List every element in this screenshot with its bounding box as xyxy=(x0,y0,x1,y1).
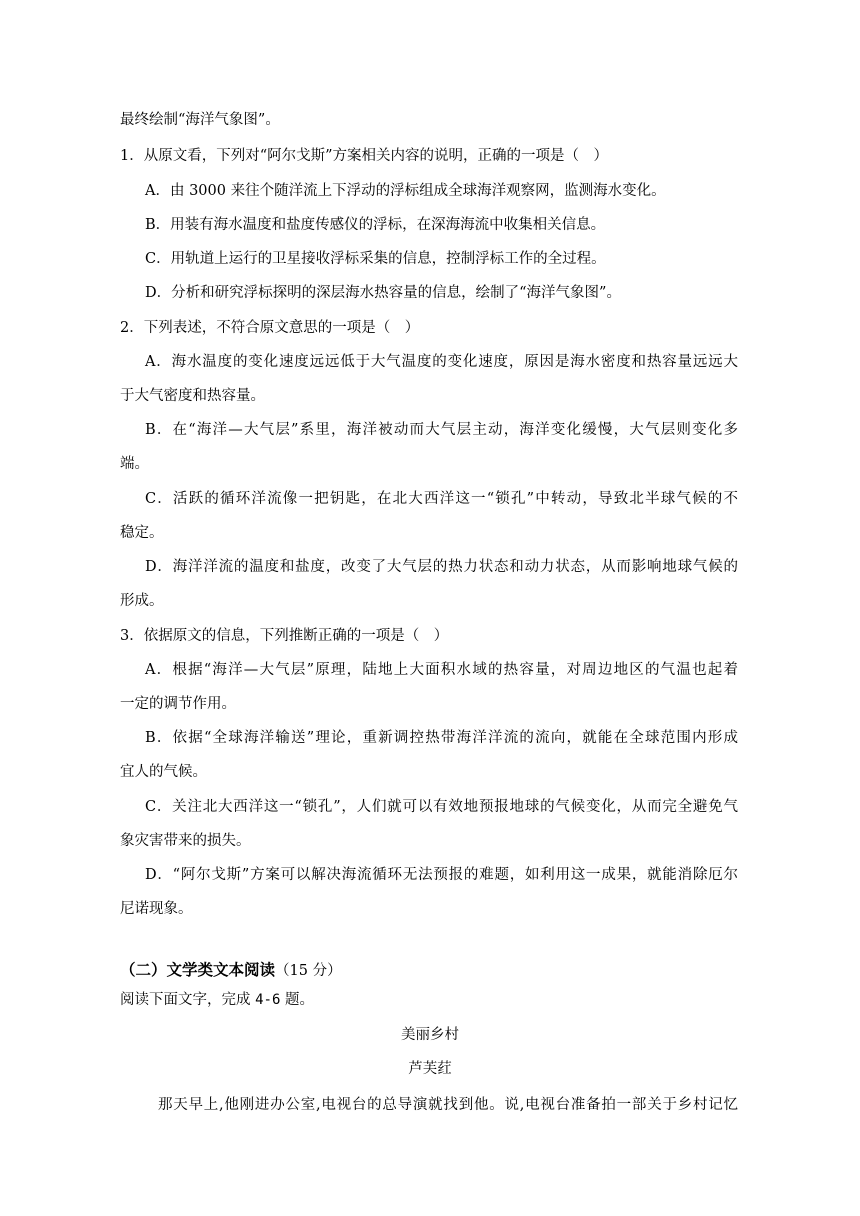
q1-option-b: B．用装有海水温度和盐度传感仪的浮标，在深海海流中收集相关信息。 xyxy=(145,217,606,233)
section-heading xyxy=(120,960,342,981)
q1-option-c: C．用轨道上运行的卫星接收浮标采集的信息，控制浮标工作的全过程。 xyxy=(145,251,606,267)
question-1: 1．从原文看，下列对“阿尔戈斯”方案相关内容的说明，正确的一项是（ ） xyxy=(120,148,609,164)
story-paragraph-1: 那天早上,他刚进办公室,电视台的总导演就找到他。说,电视台准备拍一部关于乡村记忆 xyxy=(158,1097,738,1113)
q3-option-d-line1: D．“阿尔戈斯”方案可以解决海流循环无法预报的难题，如利用这一成果，就能消除厄尔 xyxy=(145,867,738,883)
q2-option-b-line2: 端。 xyxy=(120,456,149,472)
q1-option-a: A．由 3000 来往个随洋流上下浮动的浮标组成全球海洋观察网，监测海水变化。 xyxy=(145,183,666,199)
q1-option-d: D．分析和研究浮标探明的深层海水热容量的信息，绘制了“海洋气象图”。 xyxy=(145,285,621,301)
continuation-line: 最终绘制“海洋气象图”。 xyxy=(120,112,280,128)
q2-option-c-line2: 稳定。 xyxy=(120,525,164,541)
q3-option-a-line2: 一定的调节作用。 xyxy=(120,696,236,712)
section-title: （二）文学类文本阅读 xyxy=(120,961,276,979)
q3-option-c-line2: 象灾害带来的损失。 xyxy=(120,833,251,849)
q2-option-d-line1: D．海洋洋流的温度和盐度，改变了大气层的热力状态和动力状态，从而影响地球气候的 xyxy=(145,559,738,575)
q3-option-b-line2: 宜人的气候。 xyxy=(120,764,207,780)
q2-option-b-line1: B．在“海洋—大气层”系里，海洋被动而大气层主动，海洋变化缓慢，大气层则变化多 xyxy=(145,422,738,438)
story-author: 芦芙荭 xyxy=(408,1061,452,1077)
question-3: 3．依据原文的信息，下列推断正确的一项是（ ） xyxy=(120,628,449,644)
q2-option-d-line2: 形成。 xyxy=(120,593,164,609)
q3-option-a-line1: A．根据“海洋—大气层”原理，陆地上大面积水域的热容量，对周边地区的气温也起着 xyxy=(145,662,738,678)
question-2: 2．下列表述，不符合原文意思的一项是（ ） xyxy=(120,320,420,336)
story-title: 美丽乡村 xyxy=(401,1027,459,1043)
reading-instruction: 阅读下面文字，完成 4-6 题。 xyxy=(120,992,315,1008)
q2-option-a-line1: A．海水温度的变化速度远远低于大气温度的变化速度，原因是海水密度和热容量远远大 xyxy=(145,354,738,370)
section-points: （15 分） xyxy=(275,963,342,979)
q3-option-b-line1: B．依据“全球海洋输送”理论，重新调控热带海洋洋流的流向，就能在全球范围内形成 xyxy=(145,730,738,746)
q3-option-d-line2: 尼诺现象。 xyxy=(120,901,193,917)
q3-option-c-line1: C．关注北大西洋这一“锁孔”，人们就可以有效地预报地球的气候变化，从而完全避免气 xyxy=(145,799,738,815)
q2-option-c-line1: C．活跃的循环洋流像一把钥匙，在北大西洋这一“锁孔”中转动，导致北半球气候的不 xyxy=(145,491,738,507)
q2-option-a-line2: 于大气密度和热容量。 xyxy=(120,388,265,404)
